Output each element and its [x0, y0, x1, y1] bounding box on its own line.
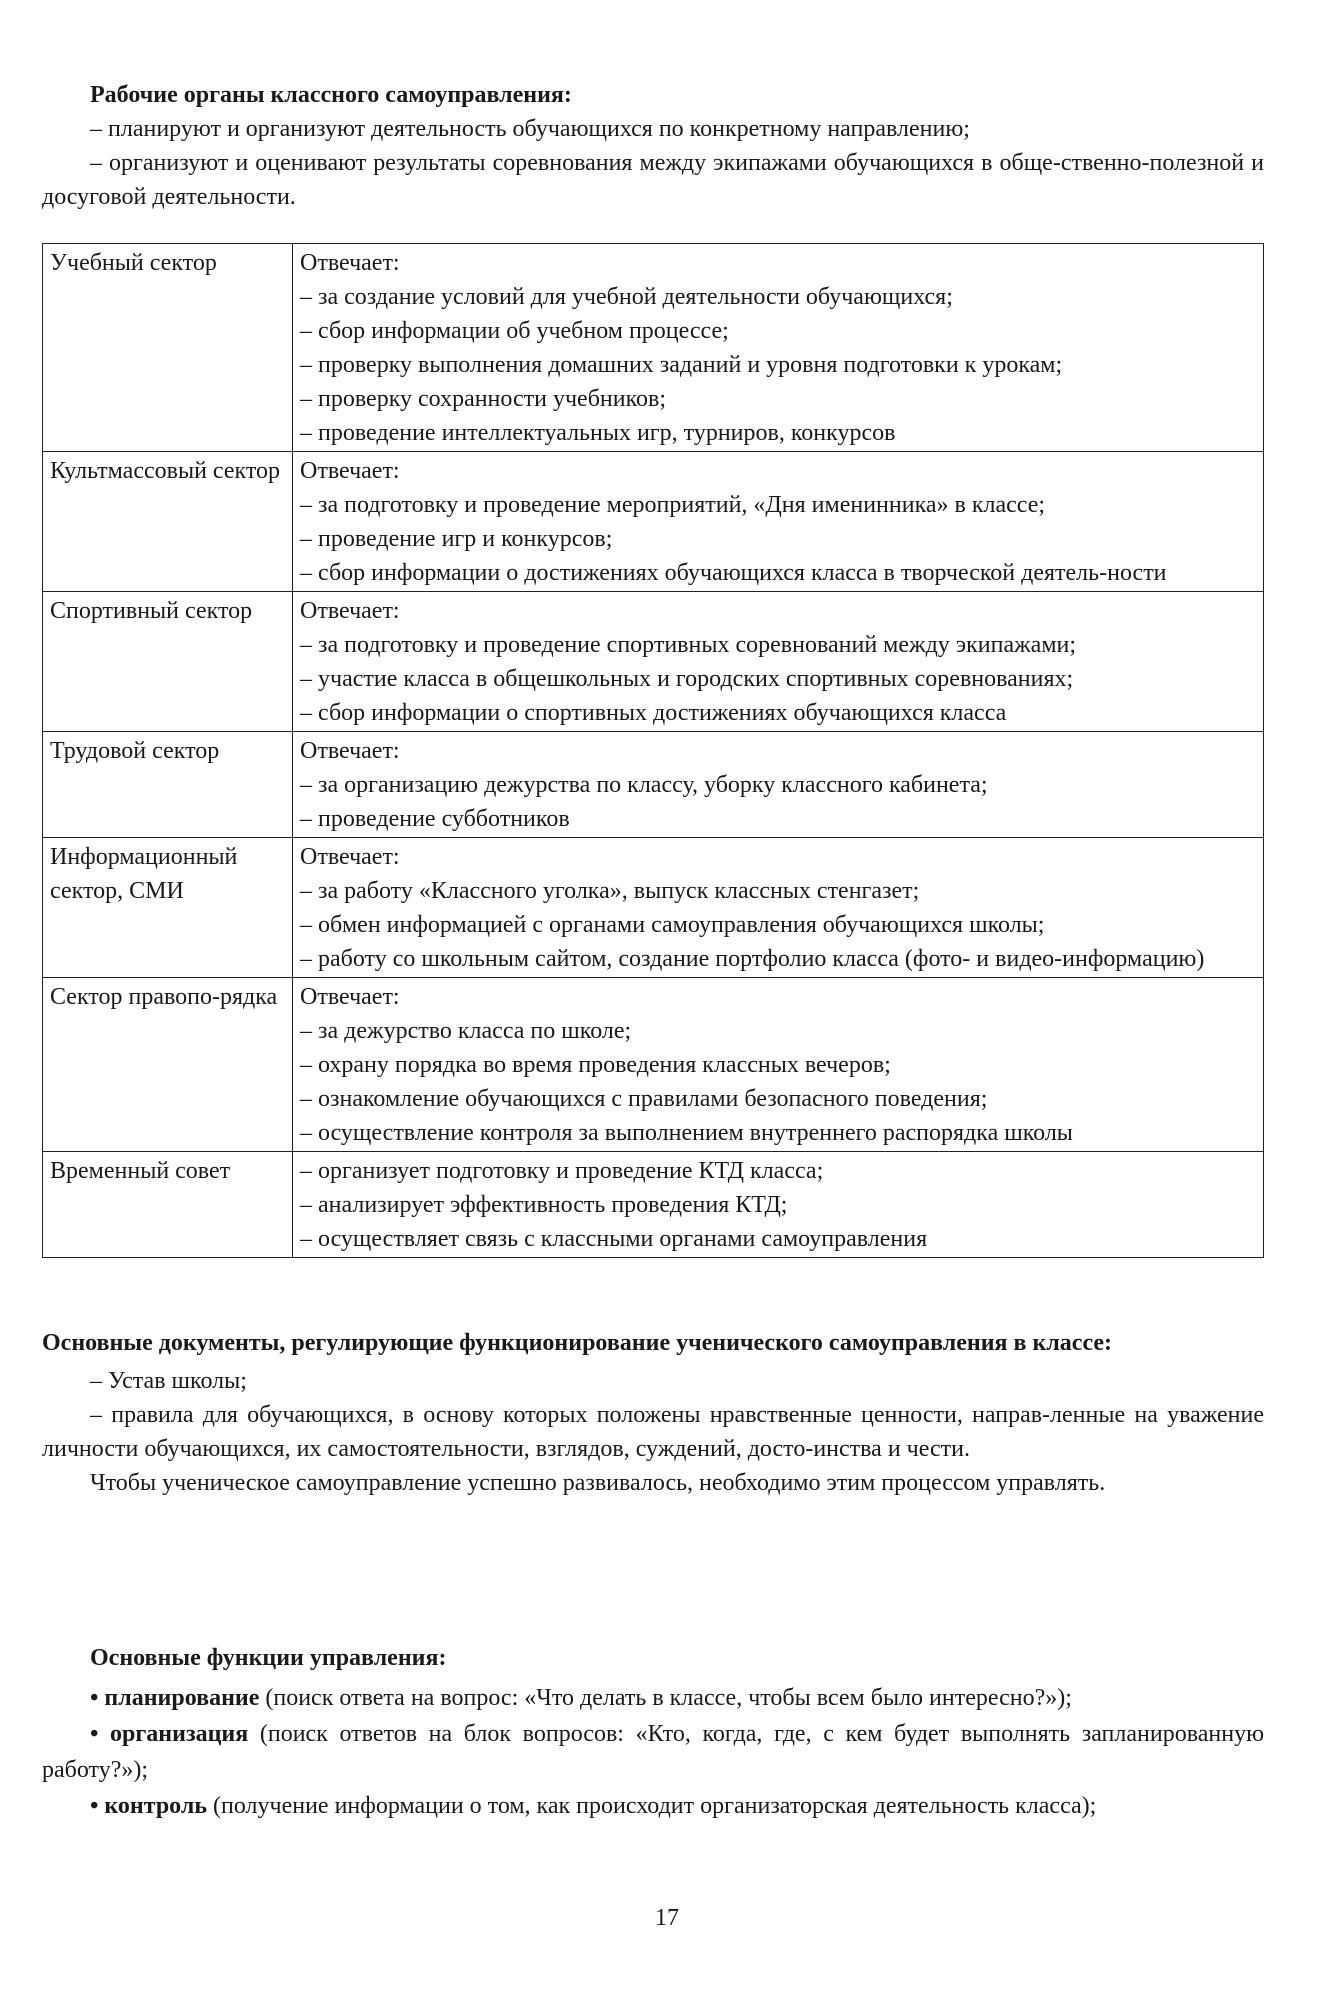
intro-section [42, 78, 1264, 214]
responsibility-line: – сбор информации о спортивных достижениях обучающихся класса [300, 700, 1007, 726]
responsibility-line: – участие класса в общешкольных и городских спортивных соревнованиях; [300, 666, 1074, 692]
functions-heading: Основные функции управления: [90, 1645, 447, 1671]
responsibility-line: – осуществляет связь с классными органами самоуправления [300, 1226, 928, 1252]
responsibility-line: – проведение субботников [300, 806, 570, 832]
responsibility-line: – ознакомление обучающихся с правилами безопасного поведения; [300, 1086, 988, 1112]
responsibility-line: – за подготовку и проведение спортивных соревнований между экипажами; [300, 632, 1077, 658]
responsibility-line: – анализирует эффективность проведения КТД; [300, 1192, 788, 1218]
sector-responsibilities [293, 732, 1264, 838]
function-term: • контроль [90, 1793, 208, 1819]
function-item [42, 1680, 1264, 1716]
documents-item: – Устав школы; [90, 1368, 247, 1394]
intro-item: – планируют и организуют деятельность обучающихся по конкретному направлению; [90, 116, 970, 142]
sector-name: Временный совет [43, 1152, 293, 1258]
sector-name: Учебный сектор [43, 244, 293, 452]
sectors-table [42, 243, 1264, 1258]
function-item [42, 1788, 1264, 1824]
responsibility-line: – охрану порядка во время проведения классных вечеров; [300, 1052, 891, 1078]
responsibility-line: – осуществление контроля за выполнением внутреннего распорядка школы [300, 1120, 1073, 1146]
responsibility-line: Отвечает: [300, 458, 400, 484]
responsibility-line: – организует подготовку и проведение КТД класса; [300, 1158, 824, 1184]
intro-item: – организуют и оценивают результаты соревнования между экипажами обучающихся в обще-ственно-полезной и досуговой деятельности. [42, 150, 1264, 210]
responsibility-line: – за дежурство класса по школе; [300, 1018, 632, 1044]
documents-section [42, 1326, 1264, 1500]
responsibility-line: – за организацию дежурства по классу, уборку классного кабинета; [300, 772, 988, 798]
documents-item: – правила для обучающихся, в основу которых положены нравственные ценности, направ-ленные на уважение личности обучающихся, их самостоятельности, взглядов, суждений, досто-инства и чести. [42, 1402, 1264, 1462]
sector-name: Сектор правопо-рядка [43, 978, 293, 1152]
responsibility-line: – сбор информации об учебном процессе; [300, 318, 729, 344]
responsibility-line: Отвечает: [300, 738, 400, 764]
responsibility-line: – проверку сохранности учебников; [300, 386, 667, 412]
sector-name: Культмассовый сектор [43, 452, 293, 592]
responsibility-line: – за создание условий для учебной деятельности обучающихся; [300, 284, 953, 310]
sector-row [43, 838, 1264, 978]
function-text: (поиск ответа на вопрос: «Что делать в классе, чтобы всем было интересно?»); [259, 1685, 1072, 1711]
sector-responsibilities [293, 592, 1264, 732]
sector-row [43, 732, 1264, 838]
function-text: (получение информации о том, как происходит организаторская деятельность класса); [207, 1793, 1097, 1819]
responsibility-line: Отвечает: [300, 250, 400, 276]
sector-responsibilities [293, 244, 1264, 452]
page-number: 17 [655, 1905, 679, 1931]
responsibility-line: – сбор информации о достижениях обучающихся класса в творческой деятель-ности [300, 560, 1167, 586]
responsibility-line: Отвечает: [300, 844, 400, 870]
responsibility-line: – обмен информацией с органами самоуправления обучающихся школы; [300, 912, 1045, 938]
responsibility-line: – проверку выполнения домашних заданий и уровня подготовки к урокам; [300, 352, 1063, 378]
sector-name: Информационный сектор, СМИ [43, 838, 293, 978]
responsibility-line: – проведение игр и конкурсов; [300, 526, 613, 552]
sector-name: Спортивный сектор [43, 592, 293, 732]
responsibility-line: – проведение интеллектуальных игр, турниров, конкурсов [300, 420, 896, 446]
sector-responsibilities [293, 838, 1264, 978]
sector-responsibilities [293, 452, 1264, 592]
responsibility-line: – за работу «Классного уголка», выпуск классных стенгазет; [300, 878, 920, 904]
function-item [42, 1716, 1264, 1788]
sector-row [43, 592, 1264, 732]
sector-name: Трудовой сектор [43, 732, 293, 838]
functions-section [42, 1640, 1264, 1824]
sector-row [43, 978, 1264, 1152]
responsibility-line: Отвечает: [300, 598, 400, 624]
function-text: (поиск ответов на блок вопросов: «Кто, когда, где, с кем будет выполнять запланированную работу?»); [42, 1721, 1264, 1783]
intro-heading: Рабочие органы классного самоуправления: [90, 82, 572, 108]
documents-item: Чтобы ученическое самоуправление успешно развивалось, необходимо этим процессом управлять. [90, 1470, 1106, 1496]
function-term: • организация [90, 1721, 249, 1747]
sector-responsibilities [293, 978, 1264, 1152]
sector-row [43, 1152, 1264, 1258]
function-term: • планирование [90, 1685, 260, 1711]
sector-row [43, 244, 1264, 452]
documents-heading: Основные документы, регулирующие функционирование ученического самоуправления в классе: [42, 1330, 1113, 1356]
responsibility-line: – работу со школьным сайтом, создание портфолио класса (фото- и видео-информацию) [300, 946, 1205, 972]
sector-row [43, 452, 1264, 592]
responsibility-line: Отвечает: [300, 984, 400, 1010]
sector-responsibilities [293, 1152, 1264, 1258]
responsibility-line: – за подготовку и проведение мероприятий, «Дня именинника» в классе; [300, 492, 1046, 518]
